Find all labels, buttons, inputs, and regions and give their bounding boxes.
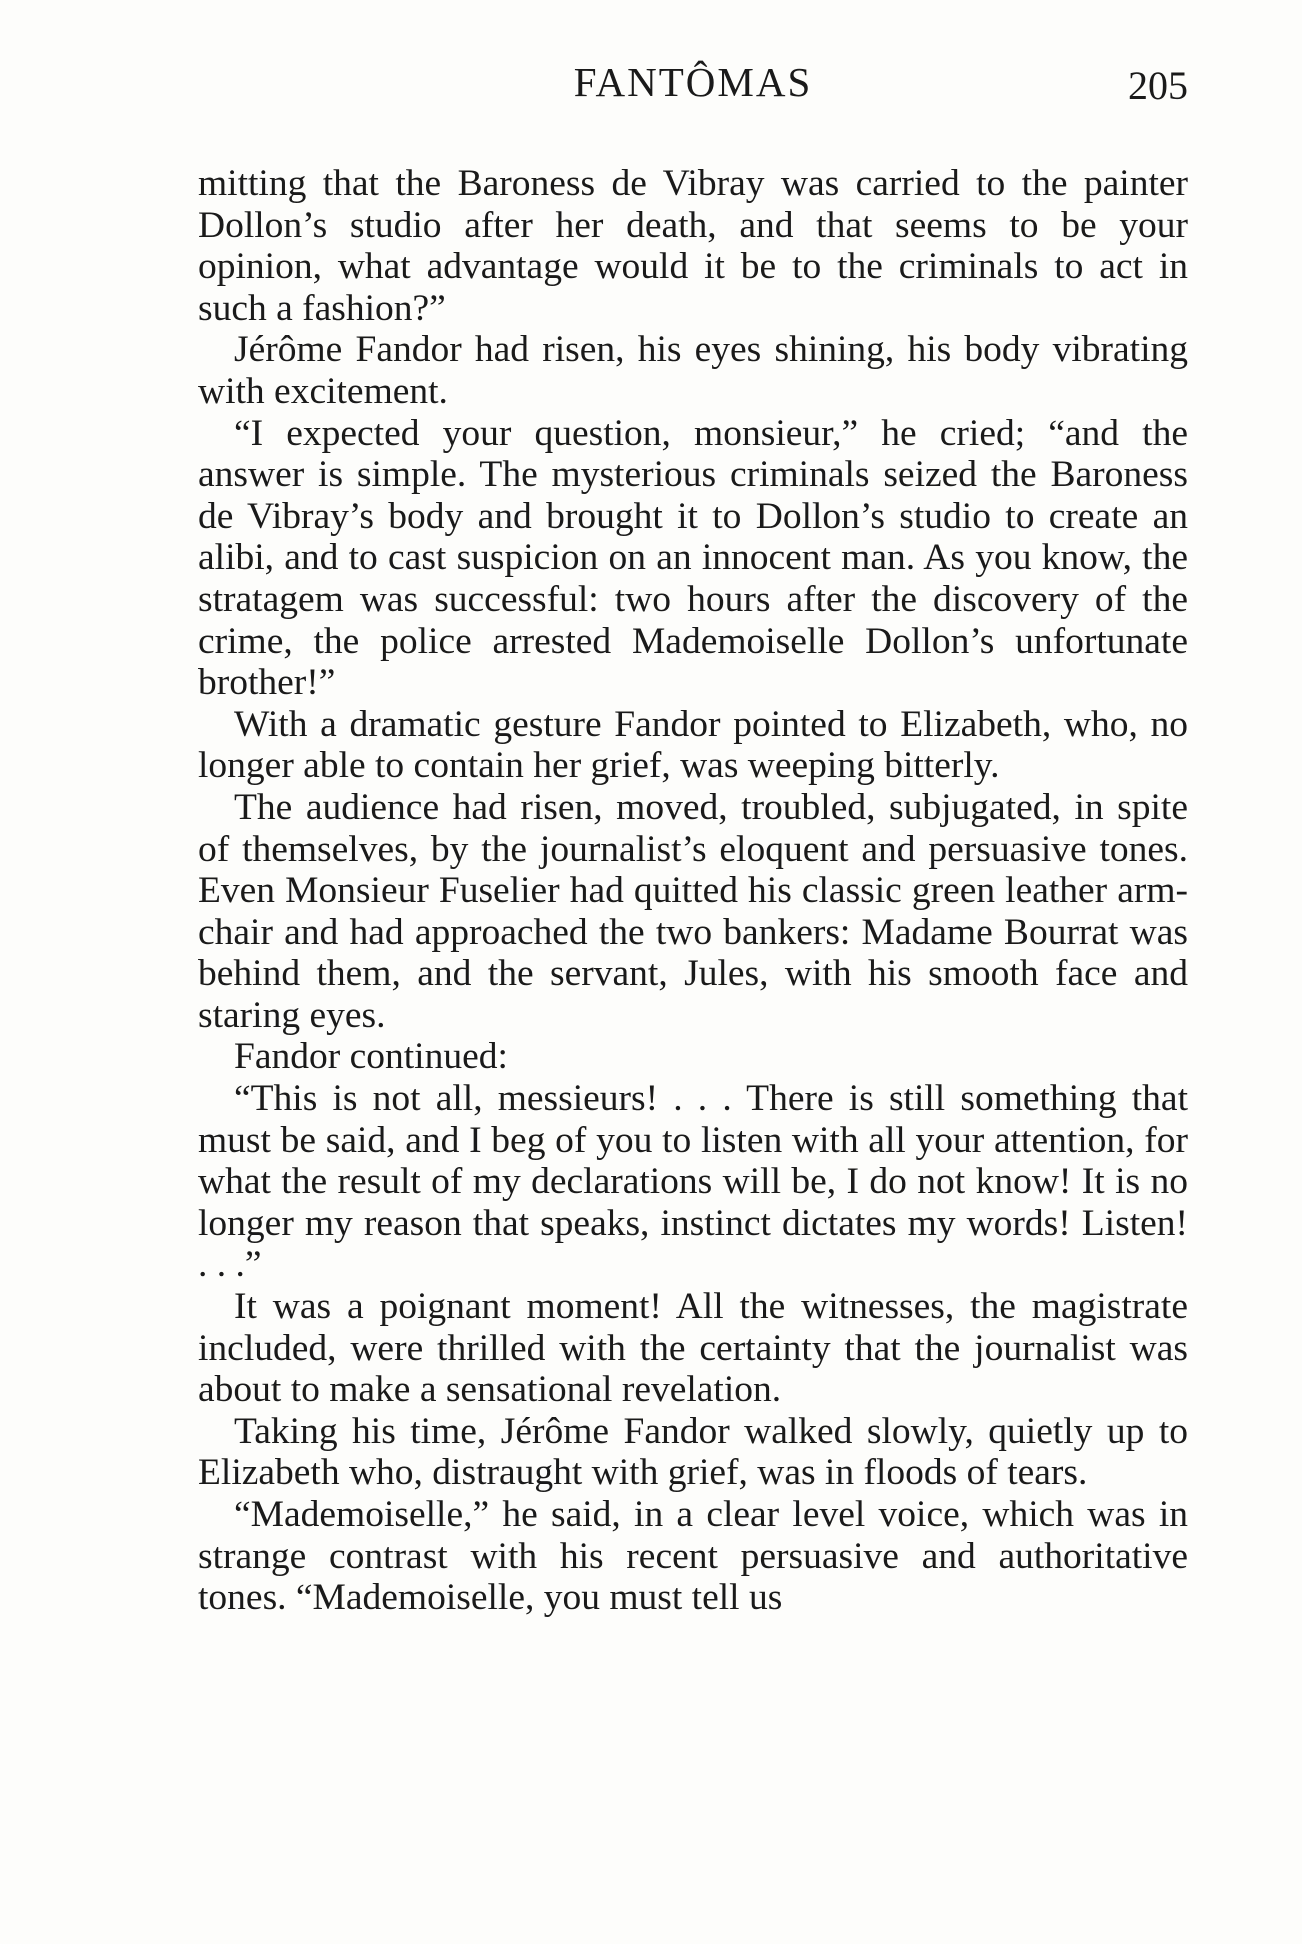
body-text: [198, 163, 1188, 1619]
paragraph: “I expected your question, monsieur,” he cried; “and the answer is simple. The mysterious criminals seized the Baroness de Vibray’s body and brought it to Dollon’s studio to create an alibi, and to cast suspicion on an innocent man. As you know, the stratagem was successful: two hours after the discovery of the crime, the police arrested Mademoiselle Dollon’s unfortunate brother!”: [198, 412, 1188, 704]
paragraph: It was a poignant moment! All the witnesses, the magistrate included, were thrilled with the certainty that the journalist was about to make a sensational revelation.: [198, 1286, 1188, 1411]
paragraph-continued: mitting that the Baroness de Vibray was carried to the painter Dollon’s studio after her death, and that seems to be your opinion, what advantage would it be to the criminals to act in such a fashion?”: [198, 163, 1188, 329]
paragraph: “Mademoiselle,” he said, in a clear level voice, which was in strange contrast with his recent persuasive and authoritative tones. “Mademoiselle, you must tell us: [198, 1494, 1188, 1619]
paragraph: Fandor continued:: [234, 1036, 508, 1078]
paragraph: “This is not all, messieurs! . . . There is still something that must be said, and I beg of you to listen with all your attention, for what the result of my declarations will be, I do not know! It is no longer my reason that speaks, instinct dictates my words! Listen! . . .”: [198, 1078, 1188, 1286]
running-title: FANTÔMAS: [573, 59, 813, 105]
paragraph: The audience had risen, moved, troubled, subjugated, in spite of themselves, by the journalist’s eloquent and persuasive tones. Even Monsieur Fuselier had quitted his classic green leather arm-chair and had approached the two bankers: Madame Bourrat was behind them, and the servant, Jules, with his smooth face and staring eyes.: [198, 786, 1188, 1036]
page-number: 205: [1128, 63, 1188, 108]
running-head: [198, 58, 1188, 118]
paragraph: With a dramatic gesture Fandor pointed to Elizabeth, who, no longer able to contain her grief, was weeping bitterly.: [198, 703, 1188, 787]
paragraph: Taking his time, Jérôme Fandor walked slowly, quietly up to Elizabeth who, distraught with grief, was in floods of tears.: [198, 1410, 1188, 1494]
paragraph: Jérôme Fandor had risen, his eyes shining, his body vibrating with excitement.: [198, 329, 1188, 412]
